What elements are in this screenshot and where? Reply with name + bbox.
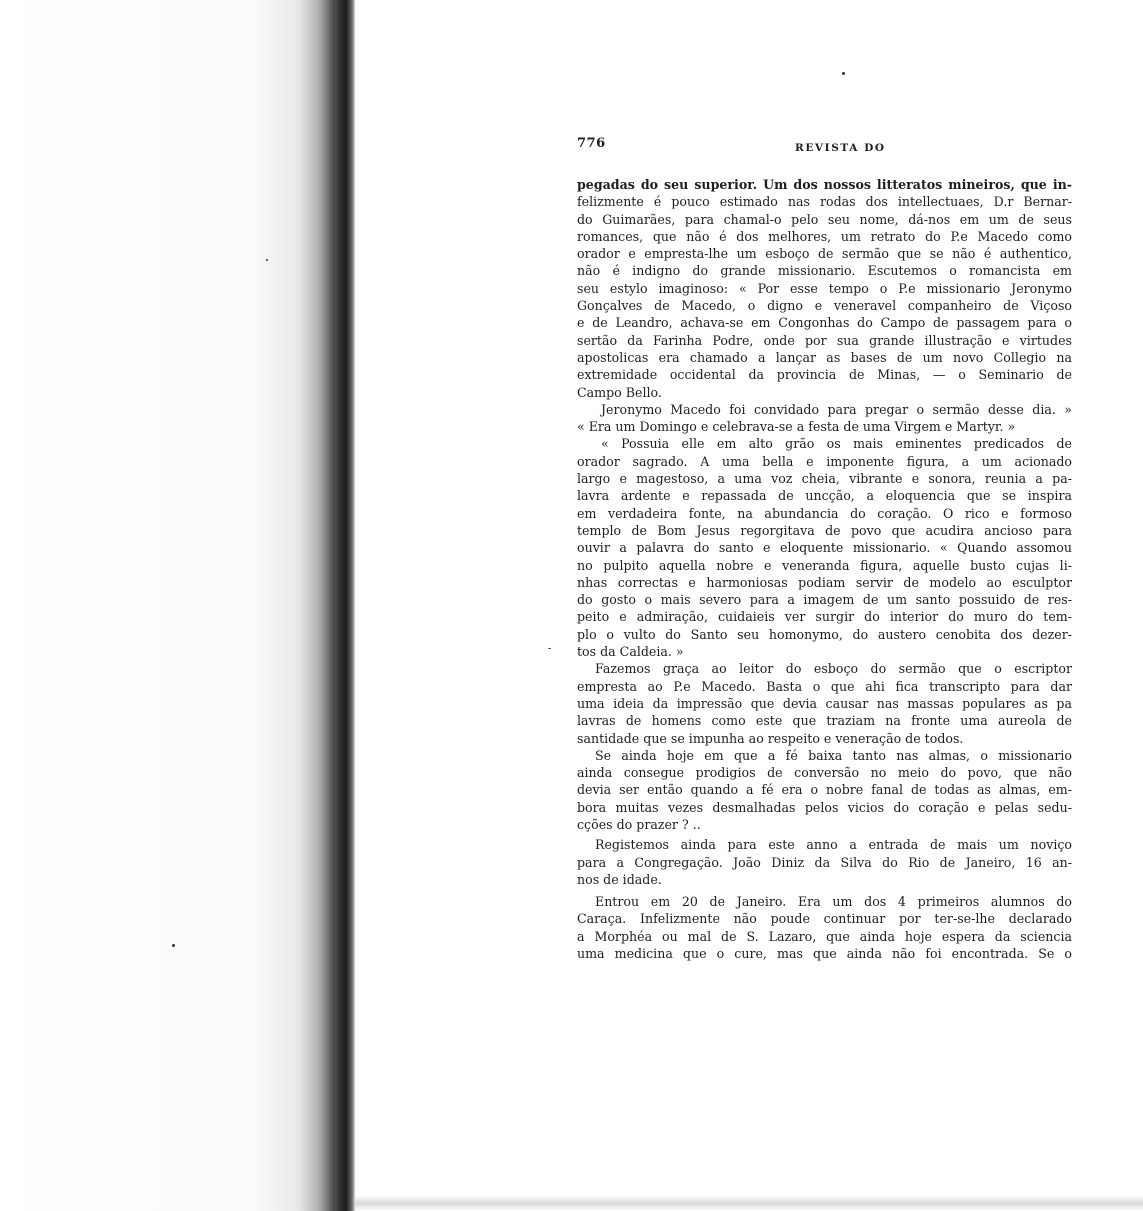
text-line: « Era um Domingo e celebrava-se a festa de uma Virgem e Martyr. » <box>577 419 1016 435</box>
text-line: bora muitas vezes desmalhadas pelos vicios do coração e pelas sedu- <box>577 799 1072 815</box>
text-line: em verdadeira fonte, na abundancia do coração. O rico e formoso <box>577 505 1072 521</box>
text-line: Fazemos graça ao leitor do esboço do sermão que o escriptor <box>595 661 1072 677</box>
paragraph <box>577 176 1072 401</box>
text-line: Se ainda hoje em que a fé baixa tanto nas almas, o missionario <box>595 747 1072 763</box>
text-line: pegadas do seu superior. Um dos nossos litteratos mineiros, que in- <box>577 177 1072 192</box>
text-line: romances, que não é dos melhores, um retrato do P.e Macedo como <box>577 228 1072 244</box>
text-line: do Guimarães, para chamal-o pelo seu nome, dá-nos em um de seus <box>577 211 1072 227</box>
text-line: nos de idade. <box>577 871 662 887</box>
text-line: santidade que se impunha ao respeito e veneração de todos. <box>577 730 964 746</box>
paper-speck <box>266 259 268 261</box>
text-line: felizmente é pouco estimado nas rodas dos intellectuaes, D.r Bernar- <box>577 194 1072 210</box>
text-line: apostolicas era chamado a lançar as bases de um novo Collegio na <box>577 349 1072 365</box>
text-line: cções do prazer ? .. <box>577 816 701 832</box>
paragraph <box>577 747 1072 833</box>
text-line: lavras de homens como este que traziam na fronte uma aureola de <box>577 713 1072 729</box>
text-line: Jeronymo Macedo foi convidado para pregar o sermão desse dia. » <box>601 401 1072 417</box>
text-line: uma medicina que o cure, mas que ainda não foi encontrada. Se o <box>577 946 1072 962</box>
text-line: Caraça. Infelizmente não poude continuar por ter-se-lhe declarado <box>577 911 1072 927</box>
text-line: templo de Bom Jesus regorgitava de povo que acudira ancioso para <box>577 522 1072 538</box>
text-line: empresta ao P.e Macedo. Basta o que ahi fica transcripto para dar <box>577 678 1072 694</box>
page-edge <box>355 1196 1143 1211</box>
running-head <box>577 134 1072 158</box>
text-line: orador sagrado. A uma bella e imponente figura, a um acionado <box>577 453 1072 469</box>
text-line: nhas correctas e harmoniosas podiam servir de modelo ao esculptor <box>577 574 1072 590</box>
text-line: ainda consegue prodigios de conversão no meio do povo, que não <box>577 765 1072 781</box>
paragraph <box>577 893 1072 962</box>
text-line: orador e empresta-lhe um esboço de sermão que se não é authentico, <box>577 246 1072 262</box>
paper-speck <box>842 72 845 75</box>
text-line: Campo Bello. <box>577 384 662 400</box>
text-line: tos da Caldeia. » <box>577 644 684 660</box>
text-line: « Possuia elle em alto grão os mais eminentes predicados de <box>601 436 1072 452</box>
text-line: Entrou em 20 de Janeiro. Era um dos 4 primeiros alumnos do <box>595 894 1072 910</box>
paper-speck <box>172 944 175 947</box>
text-line: ouvir a palavra do santo e eloquente missionario. « Quando assomou <box>577 540 1072 556</box>
text-line: Gonçalves de Macedo, o digno e veneravel companheiro de Viçoso <box>577 298 1072 314</box>
text-line: extremidade occidental da provincia de Minas, — o Seminario de <box>577 367 1072 383</box>
gutter-shadow <box>295 0 335 1211</box>
text-line: e de Leandro, achava-se em Congonhas do Campo de passagem para o <box>577 315 1072 331</box>
text-line: a Morphéa ou mal de S. Lazaro, que ainda hoje espera da sciencia <box>577 928 1072 944</box>
journal-title: REVISTA DO <box>795 142 886 154</box>
text-line: do gosto o mais severo para a imagem de um santo possuido de res- <box>577 592 1072 608</box>
text-line: sertão da Farinha Podre, onde por sua grande illustração e virtudes <box>577 332 1072 348</box>
paper-speck <box>548 648 551 649</box>
text-line: lavra ardente e repassada de uncção, a eloquencia que se inspira <box>577 488 1072 504</box>
body-text <box>577 176 1072 962</box>
text-line: devia ser então quando a fé era o nobre fanal de todas as almas, em- <box>577 782 1072 798</box>
paragraph <box>577 435 1072 660</box>
paragraph <box>577 401 1072 436</box>
text-line: no pulpito aquella nobre e veneranda figura, aquelle busto cujas li- <box>577 557 1072 573</box>
text-line: peito e admiração, cuidaieis ver surgir do interior do muro do tem- <box>577 609 1072 625</box>
book-page <box>577 134 1072 962</box>
text-line: largo e magestoso, a uma voz cheia, vibrante e sonora, reunia a pa- <box>577 471 1072 487</box>
text-line: para a Congregação. João Diniz da Silva do Rio de Janeiro, 16 an- <box>577 854 1072 870</box>
text-line: Registemos ainda para este anno a entrada de mais um noviço <box>595 837 1072 853</box>
paragraph <box>577 836 1072 888</box>
text-line: seu estylo imaginoso: « Por esse tempo o P.e missionario Jeronymo <box>577 280 1072 296</box>
page-number: 776 <box>577 136 606 151</box>
text-line: uma ideia da impressão que devia causar nas massas populares as pa <box>577 695 1072 711</box>
text-line: plo o vulto do Santo seu homonymo, do austero cenobita dos dezer- <box>577 626 1072 642</box>
paragraph <box>577 660 1072 746</box>
text-line: não é indigno do grande missionario. Escutemos o romancista em <box>577 263 1072 279</box>
